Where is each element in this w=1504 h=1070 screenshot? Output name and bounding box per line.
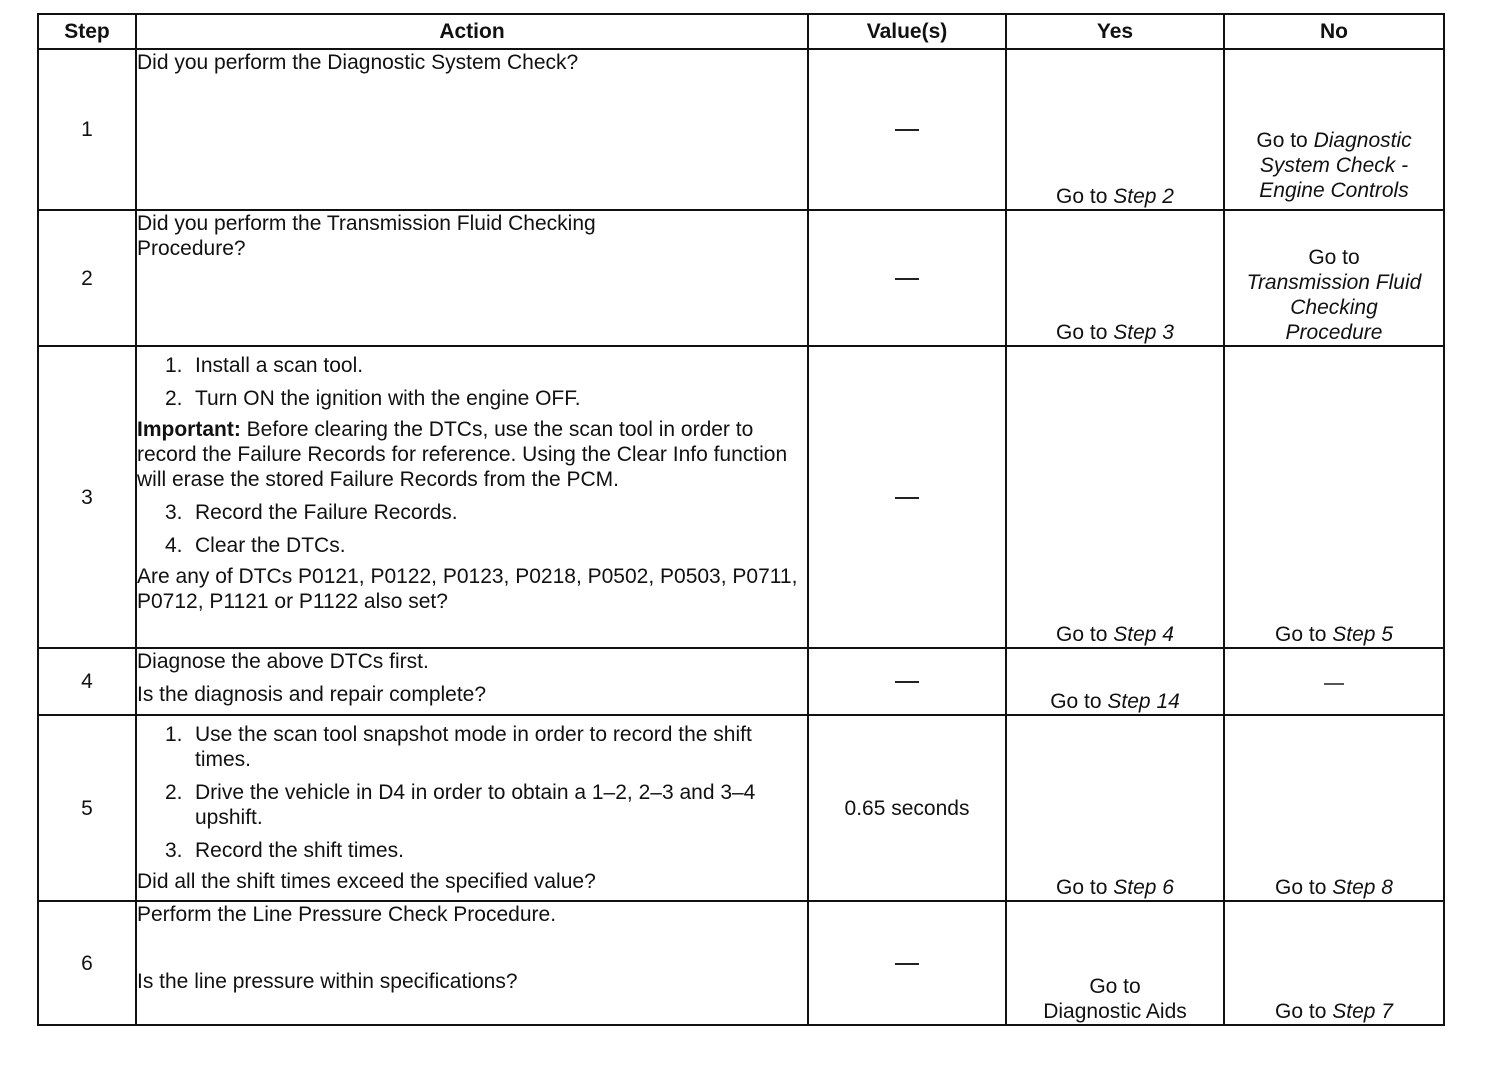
yes-link[interactable]: Diagnostic Aids: [1043, 1000, 1187, 1023]
instruction-text: Perform the Line Pressure Check Procedure.: [137, 903, 557, 926]
value-cell: [808, 901, 1006, 1025]
header-step: Step: [38, 14, 136, 49]
value-cell: [808, 210, 1006, 346]
item-text: Use the scan tool snapshot mode in order to record the shift times.: [195, 723, 752, 771]
no-link[interactable]: Step 7: [1332, 1000, 1393, 1023]
yes-link[interactable]: Step 14: [1107, 690, 1180, 713]
item-number: 4.: [165, 534, 183, 557]
item-text: Record the Failure Records.: [195, 501, 458, 524]
no-cell: [1224, 49, 1444, 210]
value-cell: [808, 49, 1006, 210]
action-cell: [136, 648, 808, 715]
item-number: 2.: [165, 387, 183, 410]
go-to-label: Go to: [1056, 876, 1108, 899]
value-cell: [808, 648, 1006, 715]
list-item: [165, 836, 787, 869]
no-cell: [1224, 648, 1444, 715]
go-to-label: Go to: [1050, 690, 1102, 713]
item-text: Clear the DTCs.: [195, 534, 346, 557]
step-number: 2: [38, 210, 136, 346]
item-number: 2.: [165, 781, 183, 804]
list-item: [165, 720, 787, 778]
question-text: Are any of DTCs P0121, P0122, P0123, P0218, P0502, P0503, P0711, P0712, P1121 or P1122 also set?: [137, 565, 798, 613]
step-list: [137, 720, 807, 869]
item-text: Drive the vehicle in D4 in order to obtain a 1–2, 2–3 and 3–4 upshift.: [195, 781, 756, 829]
yes-cell: [1006, 210, 1224, 346]
question-text: Did you perform the Diagnostic System Check?: [137, 51, 579, 74]
table-row: [38, 210, 1444, 346]
table-row: [38, 901, 1444, 1025]
value-cell: 0.65 seconds: [808, 715, 1006, 901]
item-number: 3.: [165, 839, 183, 862]
no-link[interactable]: Diagnostic System Check - Engine Controls: [1259, 129, 1412, 202]
action-cell: [136, 901, 808, 1025]
step-list: [137, 351, 807, 417]
question-text: Is the line pressure within specifications?: [137, 970, 518, 993]
yes-cell: [1006, 715, 1224, 901]
go-to-label: Go to: [1056, 623, 1108, 646]
yes-cell: [1006, 346, 1224, 648]
empty-value-dash: [895, 497, 919, 499]
yes-link[interactable]: Step 2: [1113, 185, 1174, 208]
action-cell: [136, 210, 808, 346]
step-number: 5: [38, 715, 136, 901]
table-row: [38, 715, 1444, 901]
step-number: 3: [38, 346, 136, 648]
go-to-label: Go to: [1056, 321, 1108, 344]
go-to-label: Go to: [1308, 246, 1360, 269]
yes-cell: [1006, 648, 1224, 715]
diagnostic-table: [37, 13, 1445, 1026]
value-cell: [808, 346, 1006, 648]
no-link[interactable]: Step 5: [1332, 623, 1393, 646]
question-text: Is the diagnosis and repair complete?: [137, 683, 487, 706]
empty-no-dash: [1324, 683, 1344, 685]
go-to-label: Go to: [1256, 129, 1308, 152]
go-to-label: Go to: [1056, 185, 1108, 208]
list-item: [165, 531, 807, 564]
empty-value-dash: [895, 278, 919, 280]
go-to-label: Go to: [1275, 1000, 1327, 1023]
list-item: [165, 778, 787, 836]
go-to-label: Go to: [1275, 623, 1327, 646]
yes-link[interactable]: Step 4: [1113, 623, 1174, 646]
empty-value-dash: [895, 963, 919, 965]
no-cell: [1224, 901, 1444, 1025]
go-to-label: Go to: [1275, 876, 1327, 899]
important-label: Important:: [137, 418, 241, 441]
table-row: [38, 346, 1444, 648]
no-cell: [1224, 715, 1444, 901]
list-item: [165, 384, 807, 417]
go-to-label: Go to: [1089, 975, 1141, 998]
no-link[interactable]: Transmission Fluid Checking Procedure: [1246, 271, 1422, 344]
header-row: [38, 14, 1444, 49]
item-text: Turn ON the ignition with the engine OFF.: [195, 387, 581, 410]
item-number: 1.: [165, 723, 183, 746]
yes-link[interactable]: Step 3: [1113, 321, 1174, 344]
yes-cell: [1006, 901, 1224, 1025]
step-number: 4: [38, 648, 136, 715]
action-cell: [136, 346, 808, 648]
item-text: Record the shift times.: [195, 839, 404, 862]
list-item: [165, 351, 807, 384]
important-note: [137, 417, 807, 492]
empty-value-dash: [895, 129, 919, 131]
question-text: Did all the shift times exceed the specified value?: [137, 870, 596, 893]
header-values: Value(s): [808, 14, 1006, 49]
no-cell: [1224, 210, 1444, 346]
item-number: 3.: [165, 501, 183, 524]
header-no: No: [1224, 14, 1444, 49]
action-cell: [136, 49, 808, 210]
important-text: Before clearing the DTCs, use the scan tool in order to record the Failure Records for reference. Using the Clear Info function will erase the stored Failure Records from the PCM.: [137, 418, 788, 491]
step-list: [137, 498, 807, 564]
instruction-text: Diagnose the above DTCs first.: [137, 650, 429, 673]
list-item: [165, 498, 807, 531]
action-cell: [136, 715, 808, 901]
yes-cell: [1006, 49, 1224, 210]
table-row: [38, 49, 1444, 210]
question-text: Did you perform the Transmission Fluid Checking Procedure?: [137, 212, 596, 260]
no-cell: [1224, 346, 1444, 648]
step-number: 6: [38, 901, 136, 1025]
step-number: 1: [38, 49, 136, 210]
header-action: Action: [136, 14, 808, 49]
yes-link[interactable]: Step 6: [1113, 876, 1174, 899]
item-number: 1.: [165, 354, 183, 377]
empty-value-dash: [895, 681, 919, 683]
no-link[interactable]: Step 8: [1332, 876, 1393, 899]
item-text: Install a scan tool.: [195, 354, 364, 377]
header-yes: Yes: [1006, 14, 1224, 49]
table-row: [38, 648, 1444, 715]
